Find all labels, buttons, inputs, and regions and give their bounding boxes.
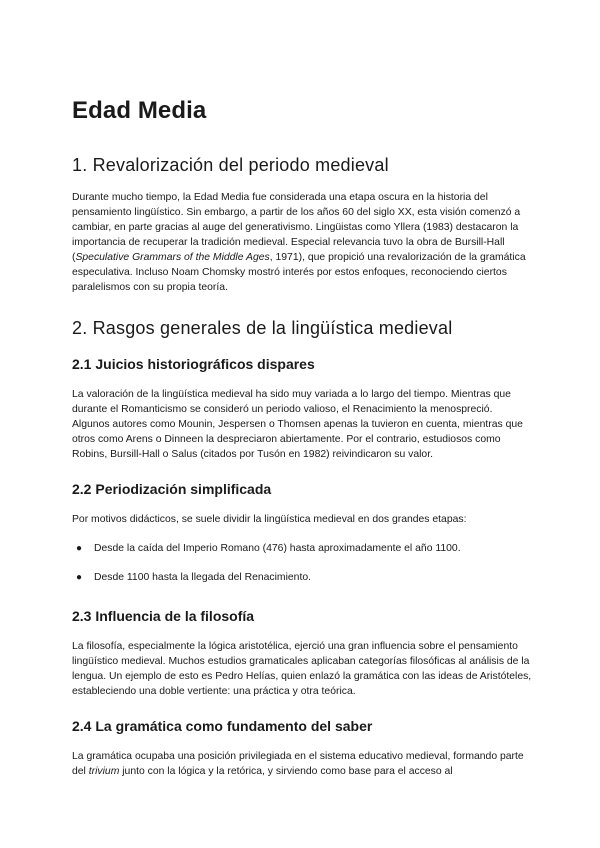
trivium-term: trivium [88, 766, 120, 777]
subsection-2-1-paragraph: La valoración de la lingüística medieval ha sido muy variada a lo largo del tiempo. Mientras que durante el Romanticismo se consideró un periodo valioso, el Renacimiento la menospreció. Algunos autores como Mounin, Jespersen o Thomsen apenas la tuvieron en cuenta, mientras que otros como Arens o Dinneen la despreciaron abiertamente. Por el contrario, estudiosos como Robins, Bursill-Hall o Salus (citados por Tusón en 1982) reivindicaron su valor. [72, 389, 523, 460]
section-1-book-title: Speculative Grammars of the Middle Ages [75, 252, 270, 263]
document-content [72, 96, 532, 779]
subsection-2-4-text-start: La gramática ocupaba una posición privilegiada en el sistema educativo medieval, formando parte del [72, 751, 524, 777]
list-item [72, 570, 532, 585]
subsection-2-1-heading: 2.1 Juicios historiográficos dispares [72, 356, 315, 372]
bullet-icon: ● [76, 572, 83, 583]
section-1-heading: 1. Revalorización del periodo medieval [72, 155, 389, 175]
subsection-2-3-heading: 2.3 Influencia de la filosofía [72, 608, 255, 624]
list-item-text: Desde 1100 hasta la llegada del Renacimiento. [94, 572, 312, 583]
subsection-2-3-paragraph: La filosofía, especialmente la lógica aristotélica, ejerció una gran influencia sobre el pensamiento lingüístico medieval. Muchos estudios gramaticales aplicaban categorías filosóficas al análisis de la lengua. Un ejemplo de esto es Pedro Helías, quien enlazó la gramática con las ideas de Aristóteles, estableciendo una doble vertiente: una práctica y otra teórica. [72, 641, 532, 697]
list-item [72, 541, 532, 556]
list-item-text: Desde la caída del Imperio Romano (476) hasta aproximadamente el año 1100. [94, 543, 461, 554]
section-1-paragraph [72, 190, 532, 295]
subsection-2-2-heading: 2.2 Periodización simplificada [72, 481, 272, 497]
section-1-text-end: , 1971), que propició una revalorización de la gramática especulativa. Incluso Noam Chomsky mostró interés por estos enfoques, reconociendo ciertos paralelismos con su propia teoría. [72, 252, 526, 293]
subsection-2-4-heading: 2.4 La gramática como fundamento del saber [72, 718, 373, 734]
periodization-list [72, 541, 532, 585]
bullet-icon: ● [76, 543, 83, 554]
subsection-2-4-paragraph [72, 749, 532, 779]
section-2-heading: 2. Rasgos generales de la lingüística medieval [72, 318, 453, 338]
subsection-2-2-paragraph: Por motivos didácticos, se suele dividir la lingüística medieval en dos grandes etapas: [72, 514, 467, 525]
subsection-2-4-text-end: junto con la lógica y la retórica, y sirviendo como base para el acceso al [119, 766, 453, 777]
section-1-text-start: Durante mucho tiempo, la Edad Media fue considerada una etapa oscura en la historia del pensamiento lingüístico. Sin embargo, a partir de los años 60 del siglo XX, esta visión comenzó a cambiar, en parte gracias al auge del generativismo. Lingüistas como Yllera (1983) destacaron la importancia de recuperar la tradición medieval. Especial relevancia tuvo la obra de Bursill-Hall ( [72, 192, 521, 263]
page-title: Edad Media [72, 97, 207, 124]
